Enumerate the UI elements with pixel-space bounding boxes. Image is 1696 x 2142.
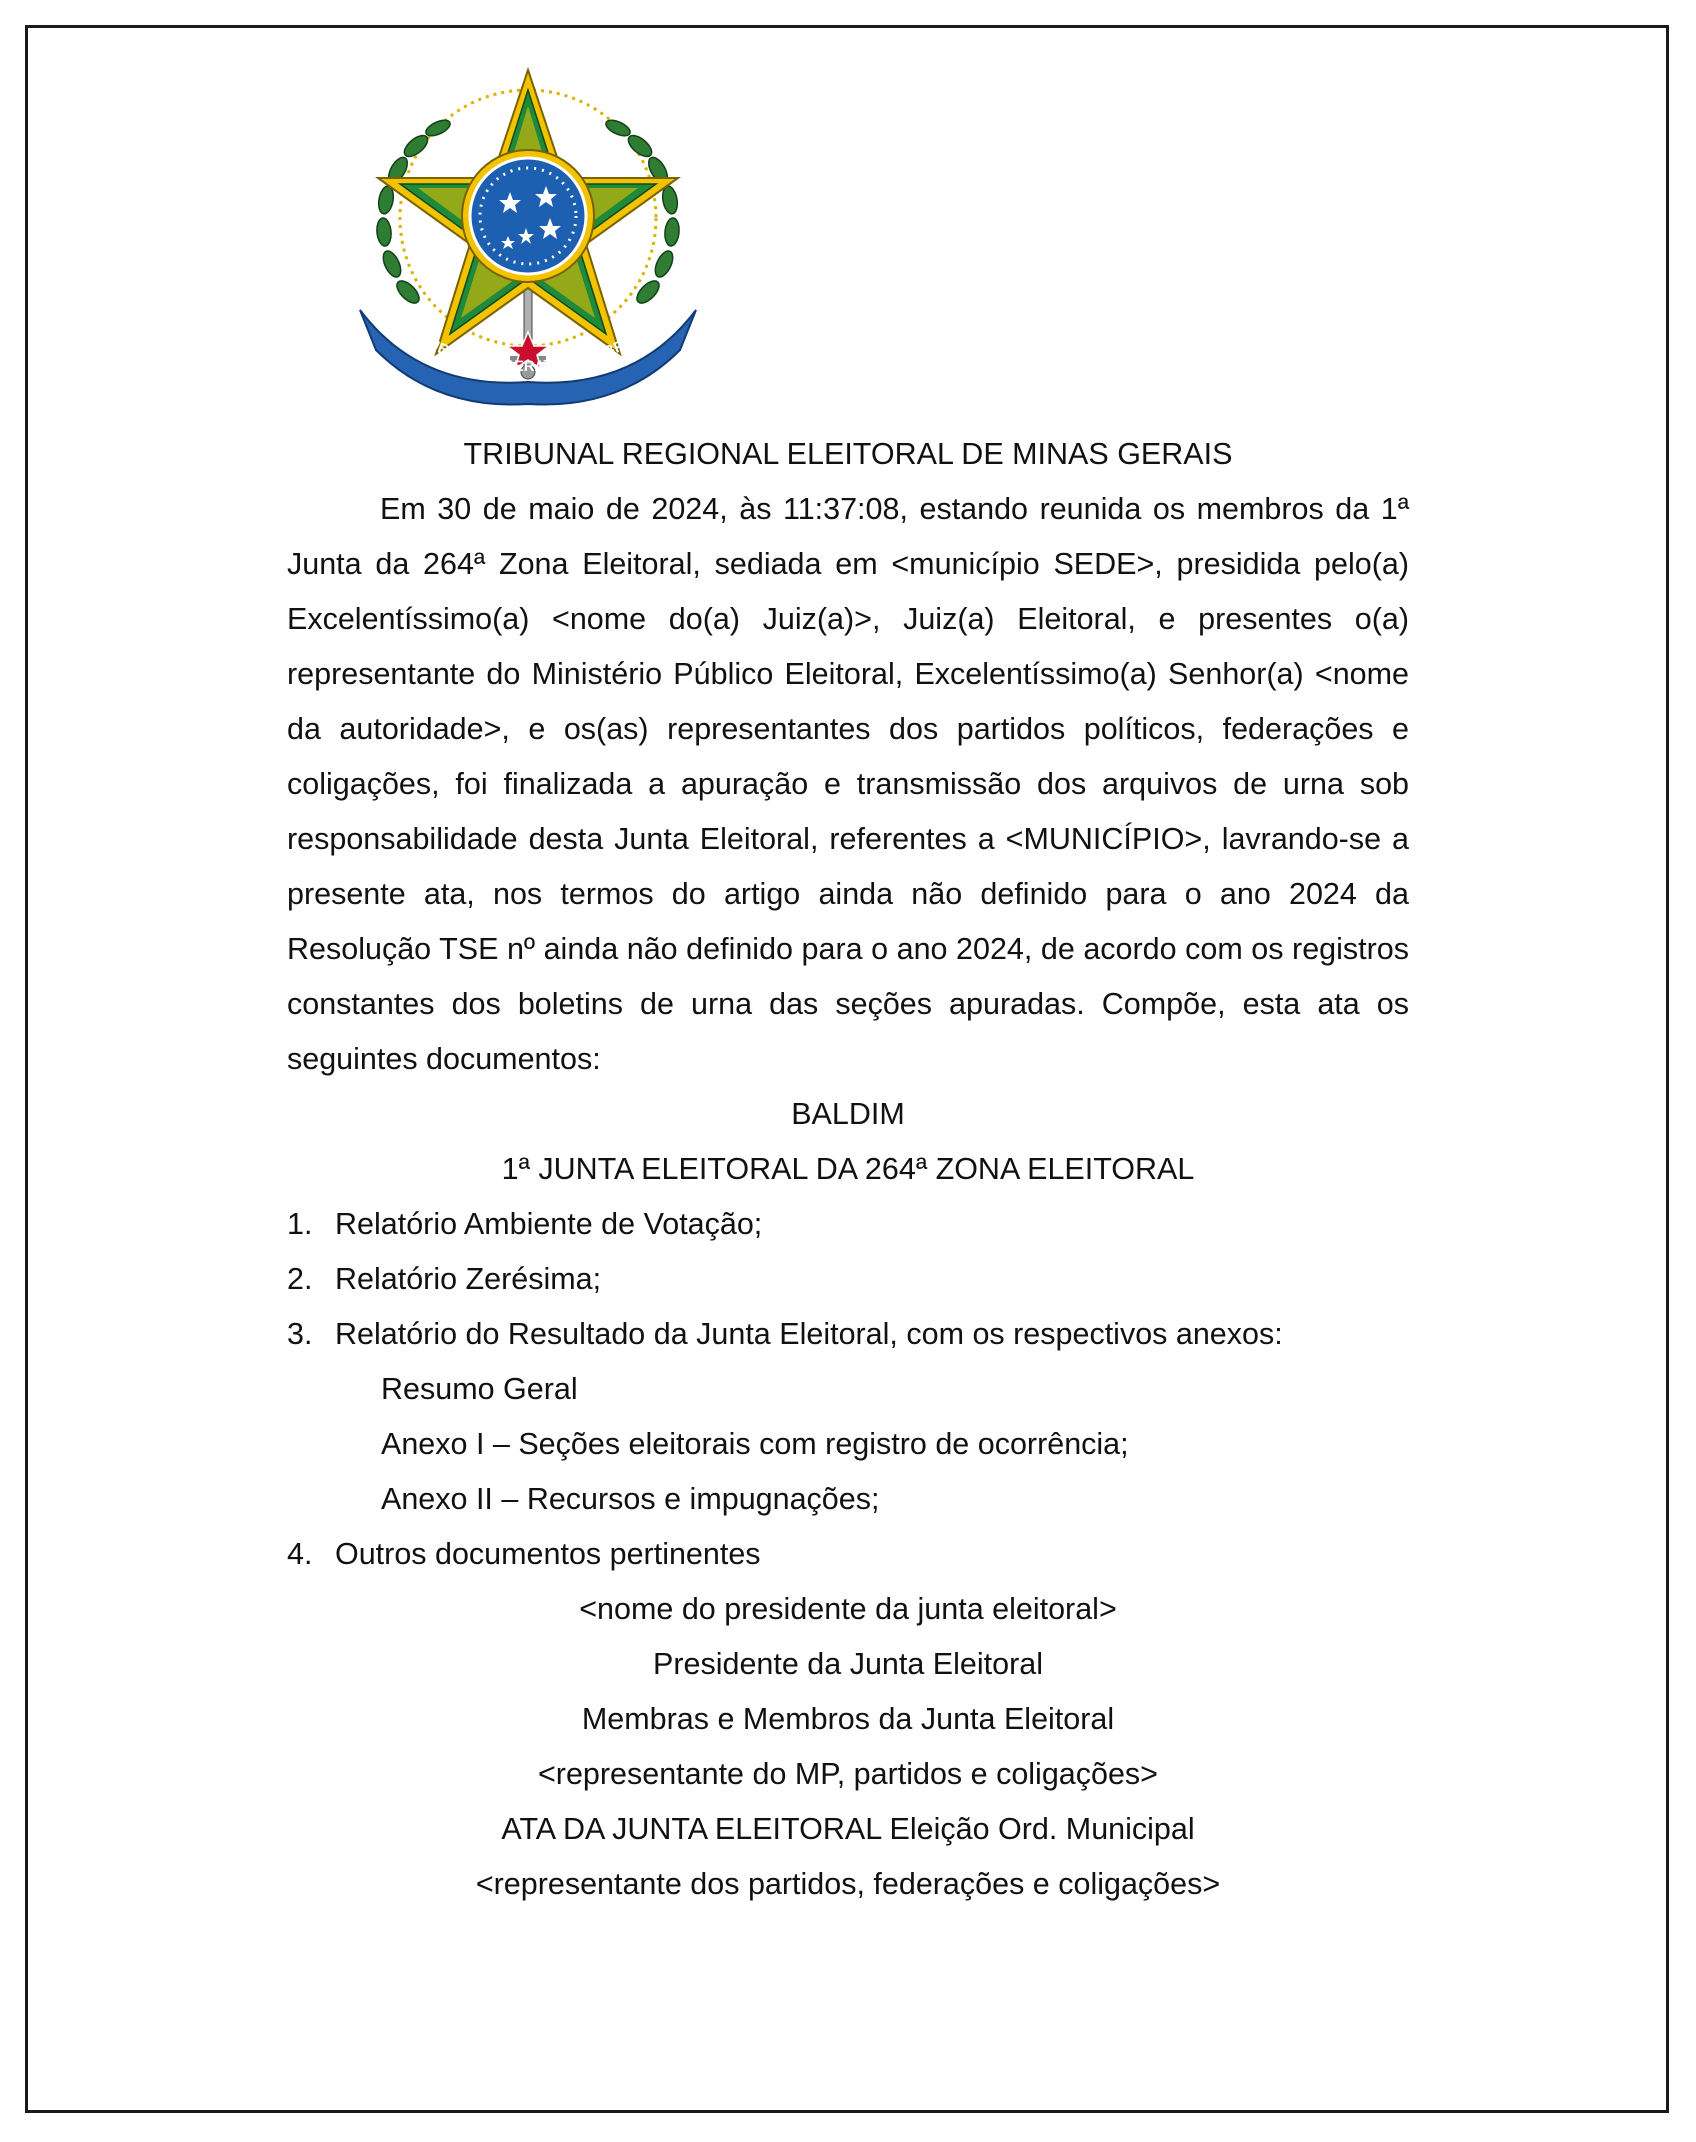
- party-representatives: <representante dos partidos, federações e coligações>: [475, 1867, 1221, 1901]
- documents-list-continued: [287, 1527, 1409, 1582]
- list-item-number: 4.: [287, 1537, 313, 1571]
- president-name: <nome do presidente da junta eleitoral>: [579, 1592, 1117, 1626]
- annex-item: Anexo II – Recursos e impugnações;: [381, 1482, 880, 1516]
- list-item-text: Relatório Zerésima;: [335, 1262, 602, 1296]
- list-item: [287, 1307, 1409, 1362]
- opening-paragraph: Em 30 de maio de 2024, às 11:37:08, estando reunida os membros da 1ª Junta da 264ª Zona Eleitoral, sediada em <município SEDE>, presidida pelo(a) Excelentíssimo(a) <nome do(a) Juiz(a)>, Juiz(a) Eleitoral, e presentes o(a) representante do Ministério Público Eleitoral, Excelentíssimo(a) Senhor(a) <nome da autoridade>, e os(as) representantes dos partidos políticos, federações e coligações, foi finalizada a apuração e transmissão dos arquivos de urna sob responsabilidade desta Junta Eleitoral, referentes a <MUNICÍPIO>, lavrando-se a presente ata, nos termos do artigo ainda não definido para o ano 2024 da Resolução TSE nº ainda não definido para o ano 2024, de acordo com os registros constantes dos boletins de urna das seções apuradas. Compõe, esta ata os seguintes documentos:: [287, 492, 1409, 1076]
- junta-heading: 1ª JUNTA ELEITORAL DA 264ª ZONA ELEITORAL: [501, 1152, 1195, 1186]
- coat-of-arms-of-brazil: [350, 60, 706, 416]
- list-item: [287, 1197, 1409, 1252]
- list-item: [287, 1527, 1409, 1582]
- junta-members: Membras e Membros da Junta Eleitoral: [581, 1702, 1115, 1736]
- ribbon-text: REPÚBLICA FEDERATIVA DO BRASIL: [397, 321, 659, 376]
- list-item-text: Relatório Ambiente de Votação;: [335, 1207, 763, 1241]
- list-item-text: Relatório do Resultado da Junta Eleitoral, com os respectivos anexos:: [335, 1317, 1283, 1351]
- list-item-number: 3.: [287, 1317, 313, 1351]
- annex-item: Resumo Geral: [381, 1372, 578, 1406]
- list-item-number: 1.: [287, 1207, 313, 1241]
- list-item: [287, 1252, 1409, 1307]
- ata-title: ATA DA JUNTA ELEITORAL Eleição Ord. Municipal: [501, 1812, 1195, 1846]
- municipality-heading: BALDIM: [791, 1097, 905, 1131]
- president-role: Presidente da Junta Eleitoral: [653, 1647, 1043, 1681]
- list-item-number: 2.: [287, 1262, 313, 1296]
- mp-representatives: <representante do MP, partidos e coligações>: [537, 1757, 1158, 1791]
- documents-list: [287, 1197, 1409, 1362]
- document-body: [287, 427, 1409, 1912]
- institution-heading: TRIBUNAL REGIONAL ELEITORAL DE MINAS GERAIS: [463, 437, 1233, 471]
- annex-item: Anexo I – Seções eleitorais com registro de ocorrência;: [381, 1427, 1129, 1461]
- list-item-text: Outros documentos pertinentes: [335, 1537, 761, 1571]
